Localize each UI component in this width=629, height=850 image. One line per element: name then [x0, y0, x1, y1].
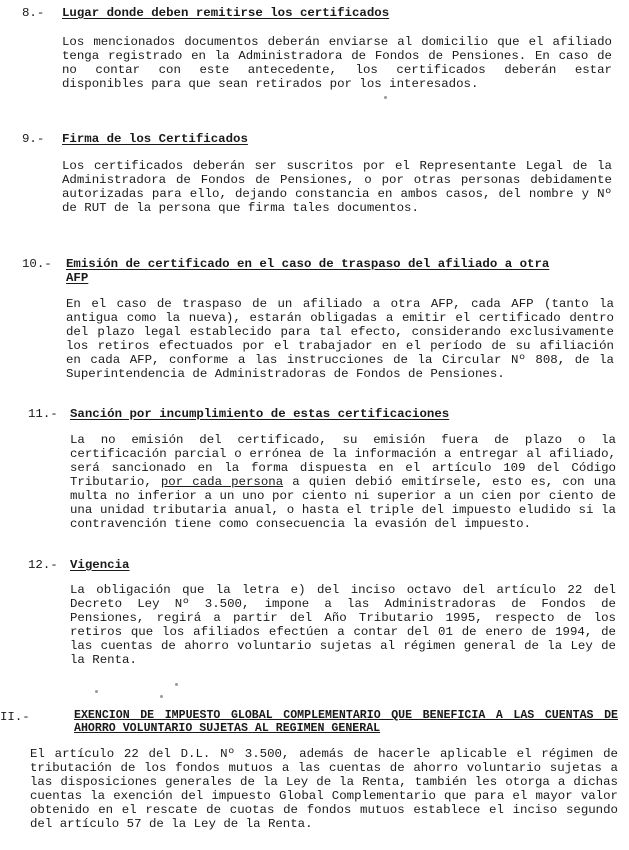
- chapter-title: EXENCION DE IMPUESTO GLOBAL COMPLEMENTARIO QUE BENEFICIA A LAS CUENTAS DE AHORRO VOLUNTARIO SUJETAS AL REGIMEN GENERAL: [74, 709, 618, 735]
- section-title: Lugar donde deben remitirse los certificados: [62, 6, 390, 20]
- section-body: Los mencionados documentos deberán enviarse al domicilio que el afiliado tenga registrado en la Administradora de Fondos de Pensiones. En caso de no contar con este antecedente, los certificados deberán estar disponibles para que sean retirados por los interesados.: [62, 35, 612, 91]
- section-number: 12.-: [28, 558, 58, 572]
- section-title: Firma de los Certificados: [62, 132, 248, 146]
- section-number: 8.-: [22, 6, 45, 20]
- section-title: Vigencia: [70, 558, 130, 572]
- section-number: 9.-: [22, 132, 45, 146]
- chapter-body: El artículo 22 del D.L. Nº 3.500, además de hacerle aplicable el régimen de tributación de los fondos mutuos a las cuentas de ahorro voluntario sujetas a las disposiciones generales de la Ley de la Renta, también les otorga a dichas cuentas la exención del impuesto Global Complementario que para el mayor valor obtenido en el rescate de cuotas de fondos mutuos establece el inciso segundo del artículo 57 de la Ley de la Renta.: [30, 747, 618, 831]
- scan-speck: [175, 683, 178, 686]
- section-number: 10.-: [22, 257, 52, 271]
- scan-speck: [95, 690, 98, 693]
- section-number: 11.-: [28, 407, 58, 421]
- scan-speck: [160, 695, 163, 698]
- section-body: Los certificados deberán ser suscritos por el Representante Legal de la Administradora de Fondos de Pensiones, o por otras personas debidamente autorizadas para ello, dejando constancia en ambos casos, del nombre y Nº de RUT de la persona que firma tales documentos.: [62, 159, 612, 215]
- chapter-number: II.-: [0, 710, 30, 724]
- section-body: [70, 433, 616, 531]
- body-text: a quien debió emitírsele, esto es, con una multa no inferior a un uno por ciento ni superior a un cien por ciento de una unidad tributaria anual, o hasta el triple del impuesto eludido si la contravención tiene como consecuencia la evasión del impuesto.: [70, 475, 616, 531]
- section-title: Emisión de certificado en el caso de traspaso del afiliado a otra: [66, 257, 550, 271]
- section-title-continued: AFP: [66, 271, 89, 285]
- section-title: Sanción por incumplimiento de estas certificaciones: [70, 407, 450, 421]
- section-body: En el caso de traspaso de un afiliado a otra AFP, cada AFP (tanto la antigua como la nueva), estarán obligadas a emitir el certificado dentro del plazo legal establecido para tal efecto, considerando exclusivamente los retiros efectuados por el trabajador en el período de su afiliación en cada AFP, conforme a las instrucciones de la Circular Nº 808, de la Superintendencia de Administradoras de Fondos de Pensiones.: [66, 297, 614, 381]
- section-body: La obligación que la letra e) del inciso octavo del artículo 22 del Decreto Ley Nº 3.500, impone a las Administradoras de Fondos de Pensiones, regirá a partir del Año Tributario 1995, respecto de los retiros que los afiliados efectúen a contar del 01 de enero de 1994, de las cuentas de ahorro voluntario sujetas al régimen general de la Ley de la Renta.: [70, 583, 616, 667]
- body-underlined-text: por cada persona: [160, 475, 284, 489]
- scan-speck: [384, 96, 387, 99]
- body-text: La no emisión del certificado, su emisión fuera de plazo o la certificación parcial o errónea de la información a entregar al afiliado, será sancionado en la forma dispuesta en el artículo 109 del Código Tributario,: [70, 433, 616, 489]
